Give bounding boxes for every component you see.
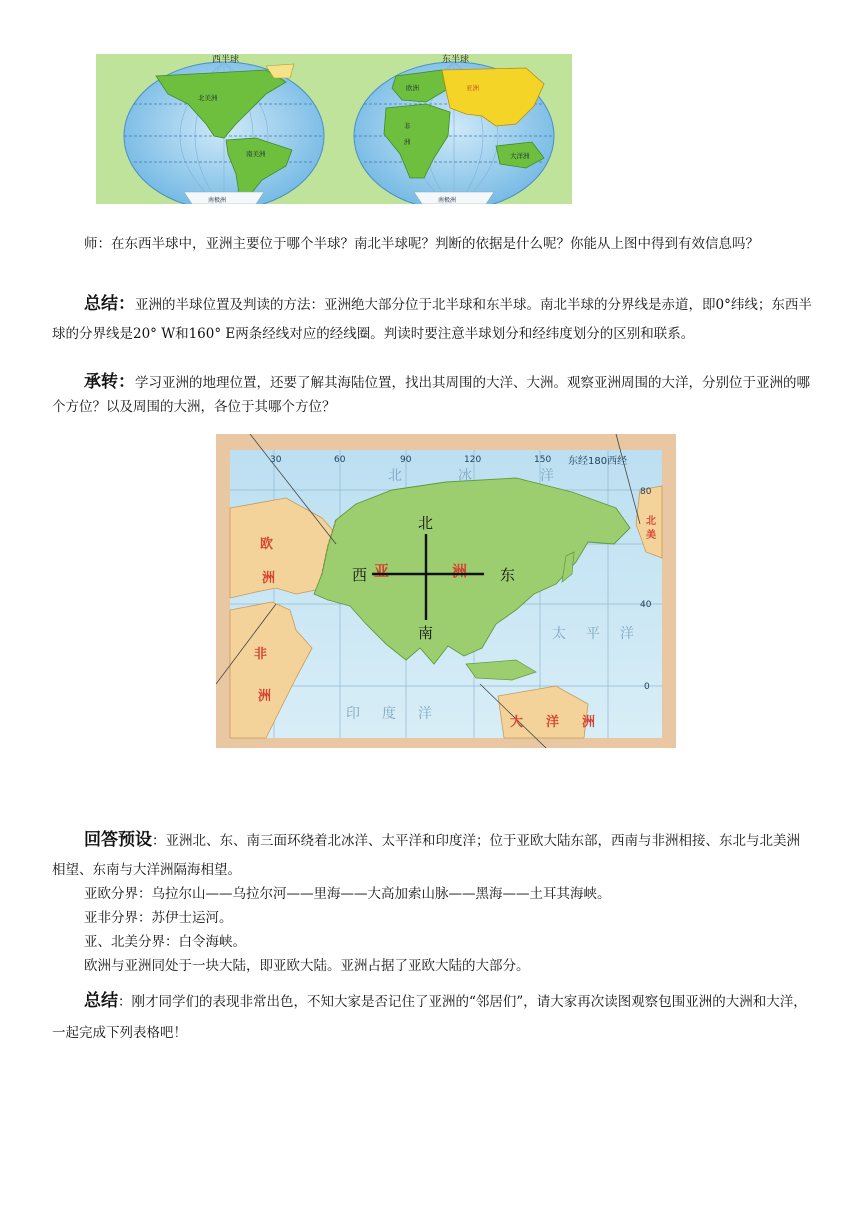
lon-label-60: 60 bbox=[334, 455, 346, 465]
label-oceania: 大洋洲 bbox=[510, 152, 530, 160]
asia-label-2: 洲 bbox=[452, 562, 468, 580]
indian-label-2: 度 bbox=[382, 706, 396, 722]
west-hemisphere-title: 西半球 bbox=[212, 55, 240, 65]
pacific-label-2: 平 bbox=[586, 626, 600, 642]
asia-position-map bbox=[216, 434, 676, 748]
arctic-label-3: 洋 bbox=[540, 468, 554, 484]
direction-north: 北 bbox=[418, 514, 434, 532]
pacific-label-1: 太 bbox=[552, 626, 566, 642]
summary2-text: ：刚才同学们的表现非常出色，不知大家是否记住了亚洲的“邻居们”，请大家再次读图观察包围亚洲的大洲和大洋，一起完成下列表格吧！ bbox=[52, 994, 807, 1041]
lon-label-30: 30 bbox=[270, 455, 282, 465]
boundary-asia-north-america: 亚、北美分界：白令海峡。 bbox=[84, 934, 246, 950]
summary2-keyword: 总结 bbox=[84, 991, 118, 1011]
summary-paragraph-2 bbox=[52, 986, 812, 1049]
label-europe: 欧洲 bbox=[406, 84, 419, 92]
arctic-label-2: 冰 bbox=[458, 468, 472, 484]
label-south-america: 南美洲 bbox=[246, 150, 266, 158]
oceania-label-3: 洲 bbox=[582, 715, 596, 730]
teacher-question: 师：在东西半球中，亚洲主要位于哪个半球？南北半球呢？判断的依据是什么呢？你能从上图中得到有效信息吗？ bbox=[84, 236, 759, 252]
direction-east: 东 bbox=[500, 566, 516, 584]
north-america-label-2: 美 bbox=[646, 530, 656, 541]
label-africa-1: 非 bbox=[404, 122, 411, 130]
label-africa-2: 洲 bbox=[404, 138, 411, 146]
lat-label-80: 80 bbox=[640, 487, 652, 497]
western-hemisphere bbox=[124, 62, 324, 204]
arctic-label-1: 北 bbox=[388, 468, 402, 484]
lon-note: 东经180西经 bbox=[568, 456, 628, 467]
direction-west: 西 bbox=[352, 566, 368, 584]
indian-label-1: 印 bbox=[346, 706, 360, 722]
label-antarctica-e: 南极洲 bbox=[438, 197, 457, 204]
boundary-europe-asia: 亚欧分界：乌拉尔山——乌拉尔河——里海——大高加索山脉——黑海——土耳其海峡。 bbox=[84, 886, 611, 902]
oceania-label-1: 大 bbox=[510, 715, 524, 730]
asia-label-1: 亚 bbox=[374, 562, 390, 580]
transition-paragraph bbox=[52, 370, 812, 419]
eastern-hemisphere bbox=[354, 62, 554, 204]
africa-label-2: 洲 bbox=[258, 689, 272, 704]
lon-label-90: 90 bbox=[400, 455, 412, 465]
answer-keyword: 回答预设 bbox=[84, 830, 152, 850]
africa-label-1: 非 bbox=[254, 647, 268, 662]
eurasia-note: 欧洲与亚洲同处于一块大陆，即亚欧大陆。亚洲占据了亚欧大陆的大部分。 bbox=[84, 958, 530, 974]
label-asia: 亚洲 bbox=[466, 84, 479, 92]
direction-south: 南 bbox=[418, 624, 434, 642]
label-north-america: 北美洲 bbox=[198, 94, 218, 102]
lat-label-0: 0 bbox=[644, 682, 650, 692]
east-hemisphere-title: 东半球 bbox=[442, 55, 470, 65]
answer-text: ：亚洲北、东、南三面环绕着北冰洋、太平洋和印度洋；位于亚欧大陆东部，西南与非洲相接、东北与北美洲相望、东南与大洋洲隔海相望。 bbox=[52, 833, 800, 878]
north-america-label-1: 北 bbox=[646, 516, 656, 527]
summary-paragraph-1 bbox=[52, 290, 812, 349]
transition-text: 学习亚洲的地理位置，还要了解其海陆位置，找出其周围的大洋、大洲。观察亚洲周围的大洋，分别位于亚洲的哪个方位？以及周围的大洲，各位于其哪个方位？ bbox=[52, 375, 810, 415]
answer-paragraph bbox=[52, 826, 812, 885]
oceania-label-2: 洋 bbox=[546, 715, 560, 730]
lat-label-40: 40 bbox=[640, 600, 652, 610]
label-antarctica-w: 南极洲 bbox=[208, 197, 227, 204]
transition-keyword: 承转： bbox=[84, 372, 135, 392]
boundary-asia-africa: 亚非分界：苏伊士运河。 bbox=[84, 910, 233, 926]
europe-label-1: 欧 bbox=[260, 537, 274, 552]
europe-label-2: 洲 bbox=[262, 571, 276, 586]
summary-keyword: 总结： bbox=[84, 294, 135, 314]
indian-label-3: 洋 bbox=[418, 706, 432, 722]
lon-label-120: 120 bbox=[464, 455, 482, 465]
lon-label-150: 150 bbox=[534, 455, 552, 465]
summary-text: 亚洲的半球位置及判读的方法：亚洲绝大部分位于北半球和东半球。南北半球的分界线是赤道，即0°纬线；东西半球的分界线是20° W和160° E两条经线对应的经线圈。判读时要注意半球划分和经纬度划分的区别和联系。 bbox=[52, 297, 812, 342]
hemisphere-map bbox=[96, 54, 572, 204]
pacific-label-3: 洋 bbox=[620, 626, 634, 642]
